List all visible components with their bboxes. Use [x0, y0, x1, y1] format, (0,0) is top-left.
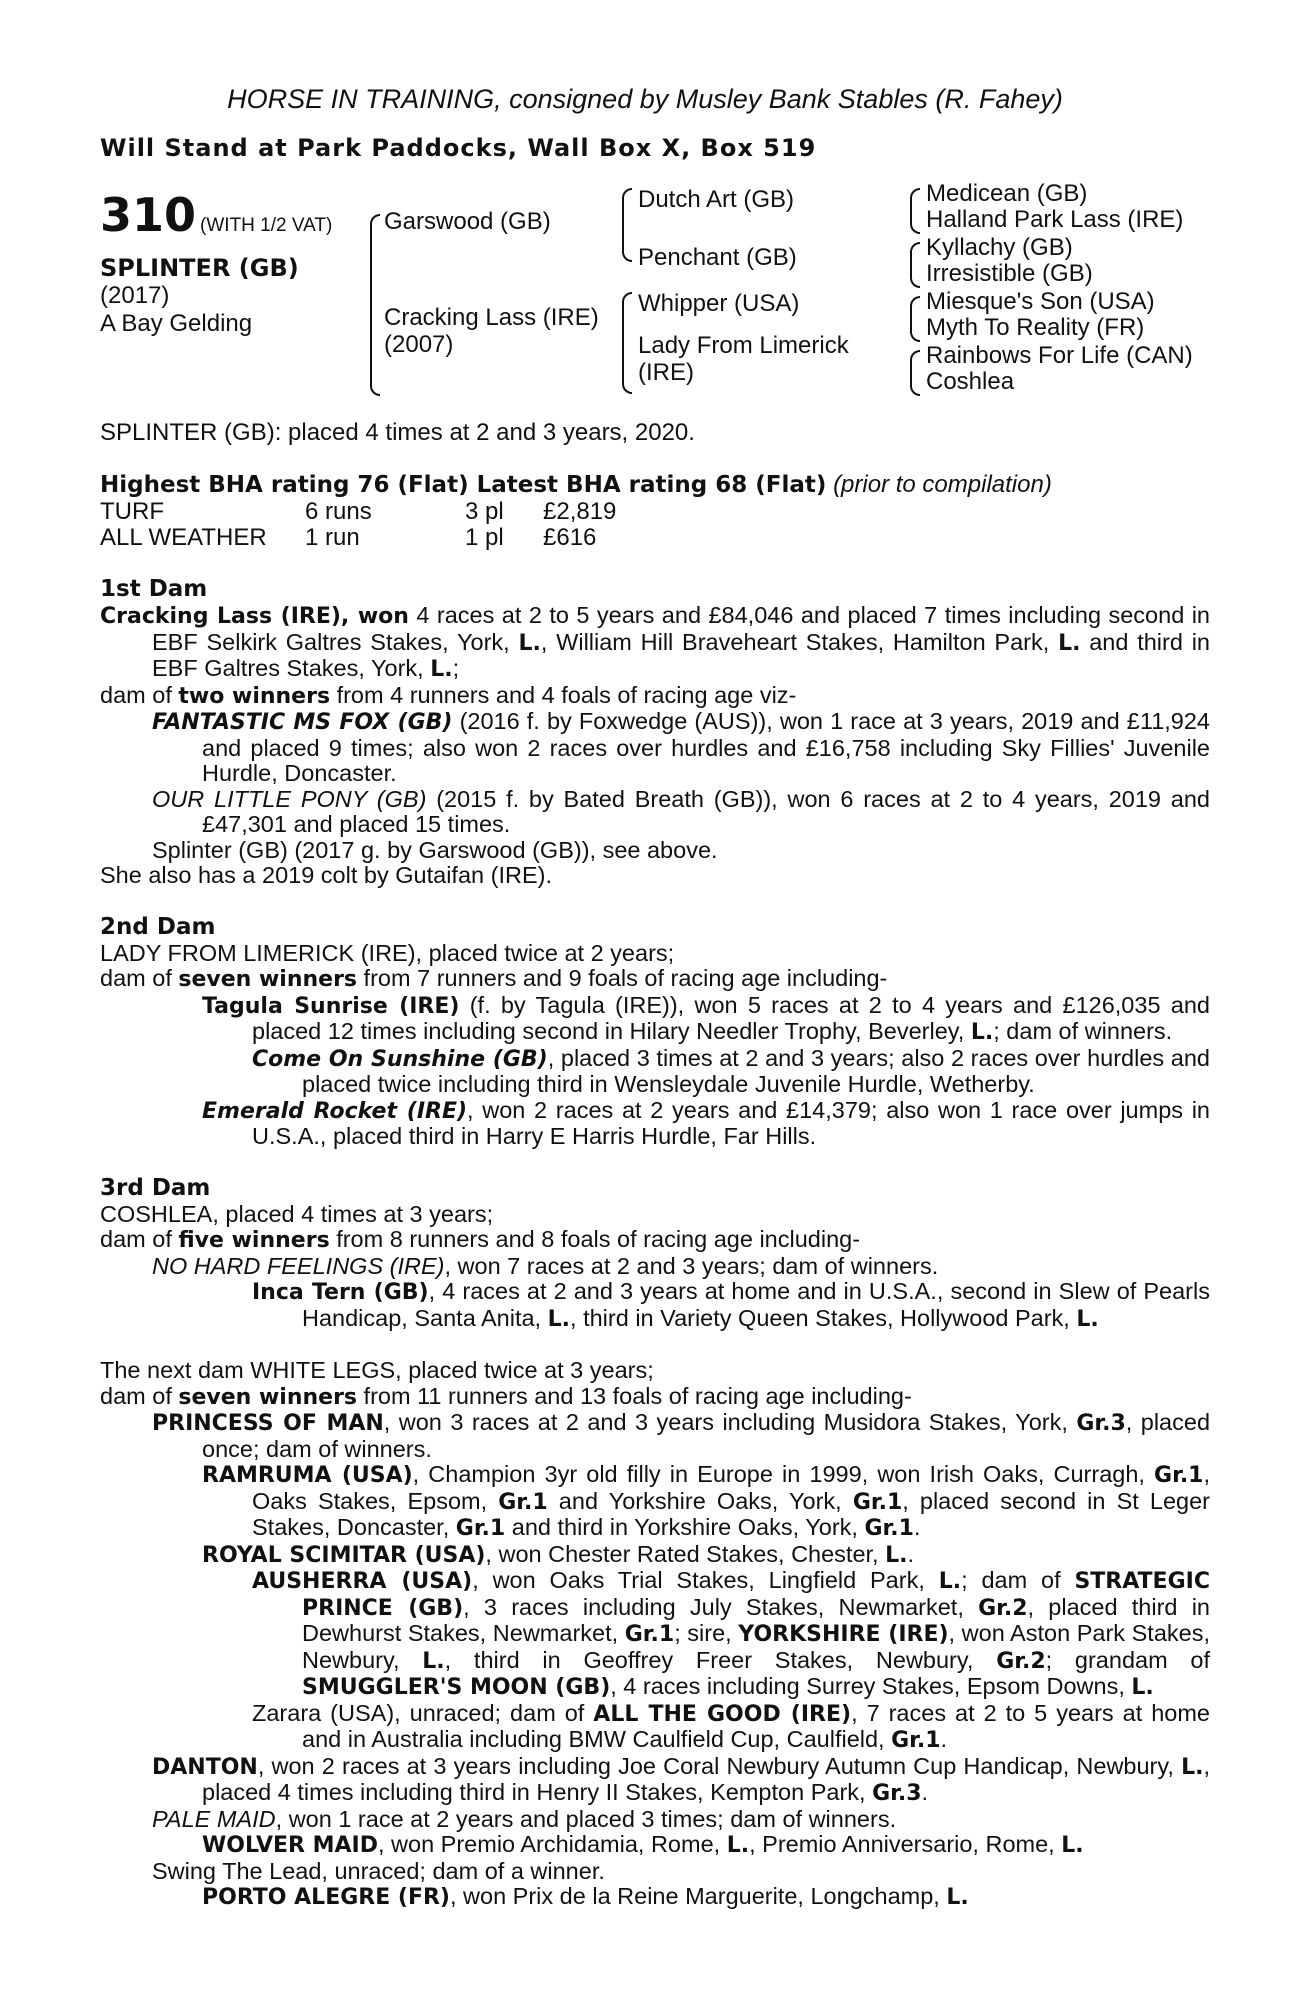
produce-entry: [100, 838, 1210, 864]
text: ; dam of winners.: [993, 1018, 1173, 1044]
produce-entry: Swing The Lead, unraced; dam of a winner.: [152, 1857, 605, 1884]
produce-entry: [100, 787, 1210, 838]
text: from 7 runners and 9 foals of racing age including-: [357, 965, 888, 991]
lot-number-line: [100, 188, 332, 242]
text: Splinter (GB) (2017 g. by Garswood (GB)), see above.: [152, 836, 718, 863]
ancestor: Miesque's Son (USA): [926, 288, 1155, 315]
bha-rating: [100, 471, 1210, 499]
foal-name: PRINCESS OF MAN: [152, 1411, 384, 1436]
text: , won Oaks Trial Stakes, Lingfield Park,: [472, 1567, 939, 1593]
text: dam of: [100, 1382, 179, 1409]
horse-description: A Bay Gelding: [100, 310, 253, 337]
text: , won 3 races at 2 and 3 years including Musidora Stakes, York,: [383, 1409, 1077, 1435]
listed-mark: L.: [1076, 1306, 1099, 1332]
vat-note: (WITH 1/2 VAT): [200, 215, 333, 236]
listed-mark: L.: [726, 1833, 750, 1858]
foal-name: Come On Sunshine (GB): [252, 1046, 548, 1072]
foal-name: DANTON: [152, 1754, 258, 1780]
listed-mark: L.: [547, 1306, 571, 1332]
produce-entry: [100, 1754, 1210, 1807]
foal-name: AUSHERRA (USA): [252, 1569, 473, 1594]
third-dam-record: COSHLEA, placed 4 times at 3 years;: [100, 1200, 494, 1227]
ancestor: Rainbows For Life (CAN): [926, 342, 1193, 369]
dam-year: (2007): [384, 331, 454, 358]
group-mark: Gr.3: [1076, 1411, 1126, 1436]
third-dam-heading: 3rd Dam: [100, 1174, 211, 1201]
foal-name: YORKSHIRE (IRE): [738, 1622, 949, 1647]
text: .: [907, 1540, 915, 1567]
group-mark: Gr.1: [1154, 1463, 1204, 1488]
consignor-heading: HORSE IN TRAINING, consigned by Musley Bank Stables (R. Fahey): [227, 84, 1063, 114]
text: , won Prix de la Reine Marguerite, Longchamp,: [449, 1883, 947, 1909]
produce-entry: [100, 1098, 1210, 1150]
produce-entry: [100, 1254, 1210, 1280]
foal-name: SMUGGLER'S MOON (GB): [302, 1675, 611, 1700]
ancestor: Kyllachy (GB): [926, 234, 1073, 261]
foal-name: ALL THE GOOD (IRE): [593, 1701, 852, 1727]
produce-entry: [100, 1568, 1210, 1701]
text: , 3 races including July Stakes, Newmarket,: [463, 1593, 979, 1620]
group-mark: Gr.2: [996, 1648, 1046, 1674]
text: .: [921, 1779, 929, 1805]
produce-entry: [100, 1542, 1210, 1569]
listed-mark: L.: [938, 1569, 962, 1594]
listed-mark: L.: [518, 630, 541, 656]
ancestor: Medicean (GB): [926, 180, 1088, 207]
listed-mark: L.: [1058, 630, 1081, 656]
dam-dam: Lady From Limerick: [638, 332, 849, 359]
winners-count: seven winners: [178, 1384, 358, 1410]
catalogue-page: [100, 82, 1210, 1911]
stand-location: Will Stand at Park Paddocks, Wall Box X, Box 519: [100, 134, 817, 162]
text: , third in Variety Queen Stakes, Hollywood Park,: [570, 1304, 1077, 1331]
listed-mark: L.: [970, 1020, 994, 1045]
group-mark: Gr.1: [498, 1489, 548, 1515]
horse-year: (2017): [100, 282, 170, 309]
group-mark: Gr.1: [624, 1622, 675, 1647]
text: (2016 f. by Foxwedge (AUS)), won 1 race at 3 years, 2019 and £11,924 and placed 9 times; also won 2 races over hurdles and £16,758 including Sky Fillies' Juvenile Hurdle, Doncaster.: [202, 708, 1210, 786]
sire-sire: Dutch Art (GB): [638, 186, 795, 213]
foal-name: OUR LITTLE PONY (GB): [152, 785, 427, 812]
listed-mark: L.: [1181, 1754, 1204, 1780]
text: , 7 races at 2 to 5 years at home and in Australia including BMW Caulfield Cup, Caulfield,: [302, 1699, 1210, 1752]
produce-entry: [100, 1462, 1210, 1542]
sire: Garswood (GB): [384, 208, 551, 235]
text: , won Premio Archidamia, Rome,: [377, 1831, 727, 1857]
listed-mark: L.: [422, 1648, 445, 1674]
group-mark: Gr.3: [872, 1781, 922, 1806]
produce-intro: [100, 1384, 1210, 1411]
text: , Champion 3yr old filly in Europe in 1999, won Irish Oaks, Curragh,: [412, 1461, 1155, 1487]
placed: 1 pl: [465, 524, 504, 551]
produce-entry: [100, 1701, 1210, 1754]
text: , third in Geoffrey Freer Stakes, Newbury,: [444, 1646, 997, 1673]
text: , won Chester Rated Stakes, Chester,: [485, 1540, 886, 1567]
text: , placed 3 times at 2 and 3 years; also 2 races over hurdles and placed twice including third in Wensleydale Juvenile Hurdle, Wetherby.: [302, 1044, 1211, 1097]
text: from 8 runners and 8 foals of racing age including-: [329, 1226, 861, 1252]
text: and third in EBF Galtres Stakes, York,: [152, 628, 1210, 681]
listed-mark: L.: [1061, 1833, 1084, 1858]
pedigree-brace: [910, 188, 920, 234]
text: 4 races at 2 to 5 years and £84,046 and placed 7 times including second in EBF Selkirk Galtres Stakes, York,: [152, 602, 1210, 655]
second-dam-record: LADY FROM LIMERICK (IRE), placed twice at 2 years;: [100, 939, 675, 966]
pedigree-brace: [622, 292, 632, 394]
group-mark: Gr.2: [978, 1595, 1028, 1621]
listed-mark: L.: [946, 1885, 969, 1910]
text: , won 2 races at 2 years and £14,379; also won 1 race over jumps in U.S.A., placed third in Harry E Harris Hurdle, Far Hills.: [252, 1096, 1210, 1149]
runs: 6 runs: [305, 498, 372, 525]
text: dam of: [100, 681, 179, 708]
ancestor: Myth To Reality (FR): [926, 314, 1145, 341]
text: , won 2 races at 3 years including Joe Coral Newbury Autumn Cup Handicap, Newbury,: [257, 1752, 1182, 1779]
produce-entry: [100, 1807, 1210, 1833]
listed-mark: L.: [430, 657, 453, 682]
runs: 1 run: [305, 524, 360, 551]
surface: ALL WEATHER: [100, 524, 267, 551]
text: .: [913, 1514, 921, 1540]
table-row: [100, 525, 616, 551]
group-mark: Gr.1: [891, 1728, 941, 1753]
pedigree-brace: [370, 214, 380, 396]
produce-entry: [100, 1832, 1210, 1859]
bha-rating-text: Highest BHA rating 76 (Flat) Latest BHA rating 68 (Flat): [100, 472, 827, 498]
produce-intro: [100, 1227, 1210, 1254]
text: , placed second in St Leger Stakes, Doncaster,: [252, 1487, 1210, 1540]
foal-name: WOLVER MAID: [202, 1833, 378, 1858]
horse-info: [100, 254, 299, 338]
pedigree-chart: [100, 180, 1210, 419]
placed: 3 pl: [465, 498, 504, 525]
first-dam-heading: 1st Dam: [100, 576, 208, 602]
foal-name: Tagula Sunrise (IRE): [202, 993, 460, 1019]
text: , placed third in Dewhurst Stakes, Newmarket,: [302, 1593, 1210, 1646]
foal-name: ROYAL SCIMITAR (USA): [202, 1542, 486, 1568]
produce-intro: [100, 683, 1210, 710]
dam-name: Cracking Lass (IRE), won: [100, 604, 409, 629]
text: , won Aston Park Stakes, Newbury,: [302, 1620, 1211, 1673]
text: .: [940, 1726, 948, 1752]
sire-dam: Penchant (GB): [638, 244, 797, 271]
dam-dam-country: (IRE): [638, 359, 694, 386]
surface: TURF: [100, 498, 164, 525]
text: and third in Yorkshire Oaks, York,: [505, 1514, 865, 1540]
winners-count: seven winners: [178, 967, 358, 992]
text: dam of: [100, 1226, 179, 1252]
text: dam of: [100, 965, 179, 991]
text: (f. by Tagula (IRE)), won 5 races at 2 to 4 years and £126,035 and placed 12 times including second in Hilary Needler Trophy, Beverley,: [252, 991, 1210, 1044]
produce-entry: [100, 1410, 1210, 1462]
ancestor: Coshlea: [926, 368, 1015, 395]
race-summary: SPLINTER (GB): placed 4 times at 2 and 3 years, 2020.: [100, 419, 695, 446]
first-dam-record: [100, 603, 1210, 683]
race-record-table: [100, 499, 616, 551]
foal-name: STRATEGIC PRINCE (GB): [302, 1569, 1210, 1621]
foal-name: Inca Tern (GB): [252, 1280, 429, 1305]
group-mark: Gr.1: [455, 1516, 506, 1541]
group-mark: Gr.1: [864, 1516, 914, 1541]
lot-number: 310: [100, 188, 197, 242]
second-dam-heading: 2nd Dam: [100, 913, 216, 940]
produce-entry: [100, 993, 1210, 1046]
next-dam-record: The next dam WHITE LEGS, placed twice at 3 years;: [100, 1357, 654, 1383]
text: from 4 runners and 4 foals of racing age viz-: [330, 681, 797, 708]
winners-count: two winners: [178, 683, 331, 709]
text: Zarara (USA), unraced; dam of: [252, 1699, 594, 1726]
table-row: [100, 499, 616, 525]
text: , 4 races at 2 and 3 years at home and in U.S.A., second in Slew of Pearls Handicap, Santa Anita,: [302, 1278, 1210, 1331]
pedigree-brace: [910, 242, 920, 288]
dam-sire: Whipper (USA): [638, 290, 800, 317]
text: , William Hill Braveheart Stakes, Hamilton Park,: [540, 628, 1059, 655]
text: , won 7 races at 2 and 3 years; dam of winners.: [444, 1252, 939, 1279]
ancestor: Halland Park Lass (IRE): [926, 206, 1184, 233]
ancestor: Irresistible (GB): [926, 260, 1093, 287]
text: from 11 runners and 13 foals of racing age including-: [357, 1382, 912, 1409]
text: ; grandam of: [1045, 1646, 1211, 1673]
pedigree-brace: [622, 188, 632, 262]
prize-money: £2,819: [543, 498, 617, 525]
foal-name: FANTASTIC MS FOX (GB): [152, 710, 453, 735]
winners-count: five winners: [178, 1228, 330, 1253]
foal-name: NO HARD FEELINGS (IRE): [152, 1252, 445, 1279]
dam: Cracking Lass (IRE): [384, 304, 599, 331]
listed-mark: L.: [1131, 1675, 1154, 1700]
foal-name: PORTO ALEGRE (FR): [202, 1885, 450, 1910]
group-mark: Gr.1: [852, 1489, 903, 1515]
text: ;: [452, 655, 460, 681]
pedigree-brace: [910, 350, 920, 396]
text: , Premio Anniversario, Rome,: [749, 1831, 1062, 1857]
text: , placed 4 times including third in Henry II Stakes, Kempton Park,: [202, 1752, 1210, 1805]
produce-entry: [100, 1884, 1210, 1911]
foal-name: RAMRUMA (USA): [202, 1463, 413, 1488]
foal-name: PALE MAID: [152, 1805, 276, 1832]
bha-note: (prior to compilation): [833, 471, 1052, 498]
produce-note: She also has a 2019 colt by Gutaifan (IRE).: [100, 862, 552, 888]
listed-mark: L.: [885, 1542, 908, 1568]
horse-name: SPLINTER (GB): [100, 254, 299, 282]
text: , won 1 race at 2 years and placed 3 times; dam of winners.: [275, 1805, 897, 1832]
pedigree-brace: [910, 296, 920, 342]
text: (2015 f. by Bated Breath (GB)), won 6 races at 2 to 4 years, 2019 and £47,301 and placed 15 times.: [202, 785, 1210, 837]
produce-entry: [100, 709, 1210, 787]
prize-money: £616: [543, 524, 597, 551]
text: , placed once; dam of winners.: [202, 1409, 1211, 1462]
text: , 4 races including Surrey Stakes, Epsom Downs,: [610, 1673, 1132, 1699]
produce-intro: [100, 966, 1210, 993]
produce-entry: [100, 1279, 1210, 1332]
foal-name: Emerald Rocket (IRE): [202, 1098, 468, 1124]
text: ; sire,: [674, 1620, 739, 1646]
produce-entry: [100, 1046, 1210, 1098]
text: ; dam of: [961, 1567, 1075, 1593]
text: and Yorkshire Oaks, York,: [547, 1487, 853, 1514]
text: , Oaks Stakes, Epsom,: [252, 1461, 1211, 1514]
